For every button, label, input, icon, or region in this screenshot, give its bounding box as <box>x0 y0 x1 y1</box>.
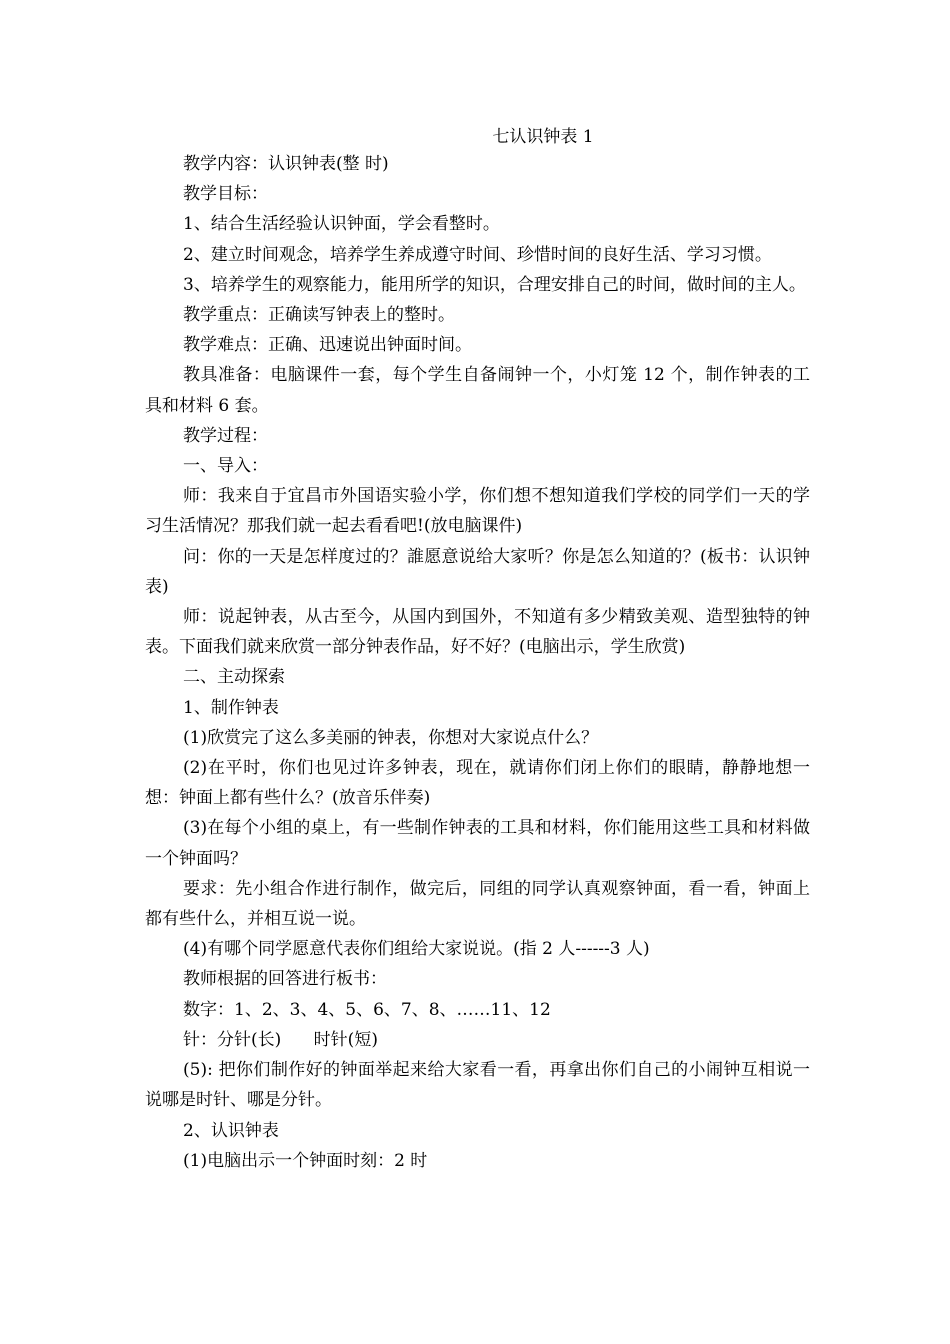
paragraph: 针：分针(长) 时针(短) <box>183 1029 378 1050</box>
document-body <box>145 149 810 1176</box>
paragraph: (2)在平时，你们也见过许多钟表，现在，就请你们闭上你们的眼睛，静静地想一想：钟面上都有些什么？(放音乐伴奏) <box>145 758 810 809</box>
paragraph: 教师根据的回答进行板书： <box>183 969 387 990</box>
paragraph: 1、结合生活经验认识钟面，学会看整时。 <box>183 214 500 235</box>
paragraph: 一、导入： <box>183 456 268 477</box>
paragraph: (5): 把你们制作好的钟面举起来给大家看一看，再拿出你们自己的小闹钟互相说一说哪是时针、哪是分针。 <box>145 1060 810 1111</box>
paragraph: 教学过程： <box>183 425 268 446</box>
paragraph: 要求：先小组合作进行制作，做完后，同组的同学认真观察钟面，看一看，钟面上都有些什么，并相互说一说。 <box>145 878 810 930</box>
paragraph: (3)在每个小组的桌上，有一些制作钟表的工具和材料，你们能用这些工具和材料做一个钟面吗？ <box>145 818 810 869</box>
paragraph: 教具准备：电脑课件一套，每个学生自备闹钟一个，小灯笼 12 个，制作钟表的工具和材料 6 套。 <box>145 365 810 416</box>
paragraph: 师：我来自于宜昌市外国语实验小学，你们想不想知道我们学校的同学们一天的学习生活情况？那我们就一起去看看吧!(放电脑课件) <box>145 486 810 537</box>
paragraph: 教学重点：正确读写钟表上的整时。 <box>183 305 455 326</box>
paragraph: (1)欣赏完了这么多美丽的钟表，你想对大家说点什么？ <box>183 727 599 748</box>
paragraph: 1、制作钟表 <box>183 697 279 718</box>
paragraph: 师：说起钟表，从古至今，从国内到国外，不知道有多少精致美观、造型独特的钟表。下面我们就来欣赏一部分钟表作品，好不好？(电脑出示，学生欣赏) <box>145 607 810 658</box>
paragraph: 3、培养学生的观察能力，能用所学的知识，合理安排自己的时间，做时间的主人。 <box>183 274 806 295</box>
paragraph: (1)电脑出示一个钟面时刻：2 时 <box>183 1150 428 1171</box>
paragraph: 2、建立时间观念，培养学生养成遵守时间、珍惜时间的良好生活、学习习惯。 <box>183 244 772 265</box>
paragraph: 数字：1、2、3、4、5、6、7、8、……11、12 <box>183 999 551 1020</box>
paragraph: 2、认识钟表 <box>183 1120 279 1141</box>
document-title: 七认识钟表 1 <box>492 127 594 147</box>
paragraph: (4)有哪个同学愿意代表你们组给大家说说。(指 2 人------3 人) <box>183 939 650 960</box>
paragraph: 教学内容：认识钟表(整 时) <box>183 154 389 174</box>
paragraph: 二、主动探索 <box>183 667 285 688</box>
paragraph: 教学目标： <box>183 184 268 205</box>
paragraph: 问：你的一天是怎样度过的？誰愿意说给大家听？你是怎么知道的？(板书：认识钟表) <box>145 546 810 597</box>
paragraph: 教学难点：正确、迅速说出钟面时间。 <box>183 335 472 356</box>
